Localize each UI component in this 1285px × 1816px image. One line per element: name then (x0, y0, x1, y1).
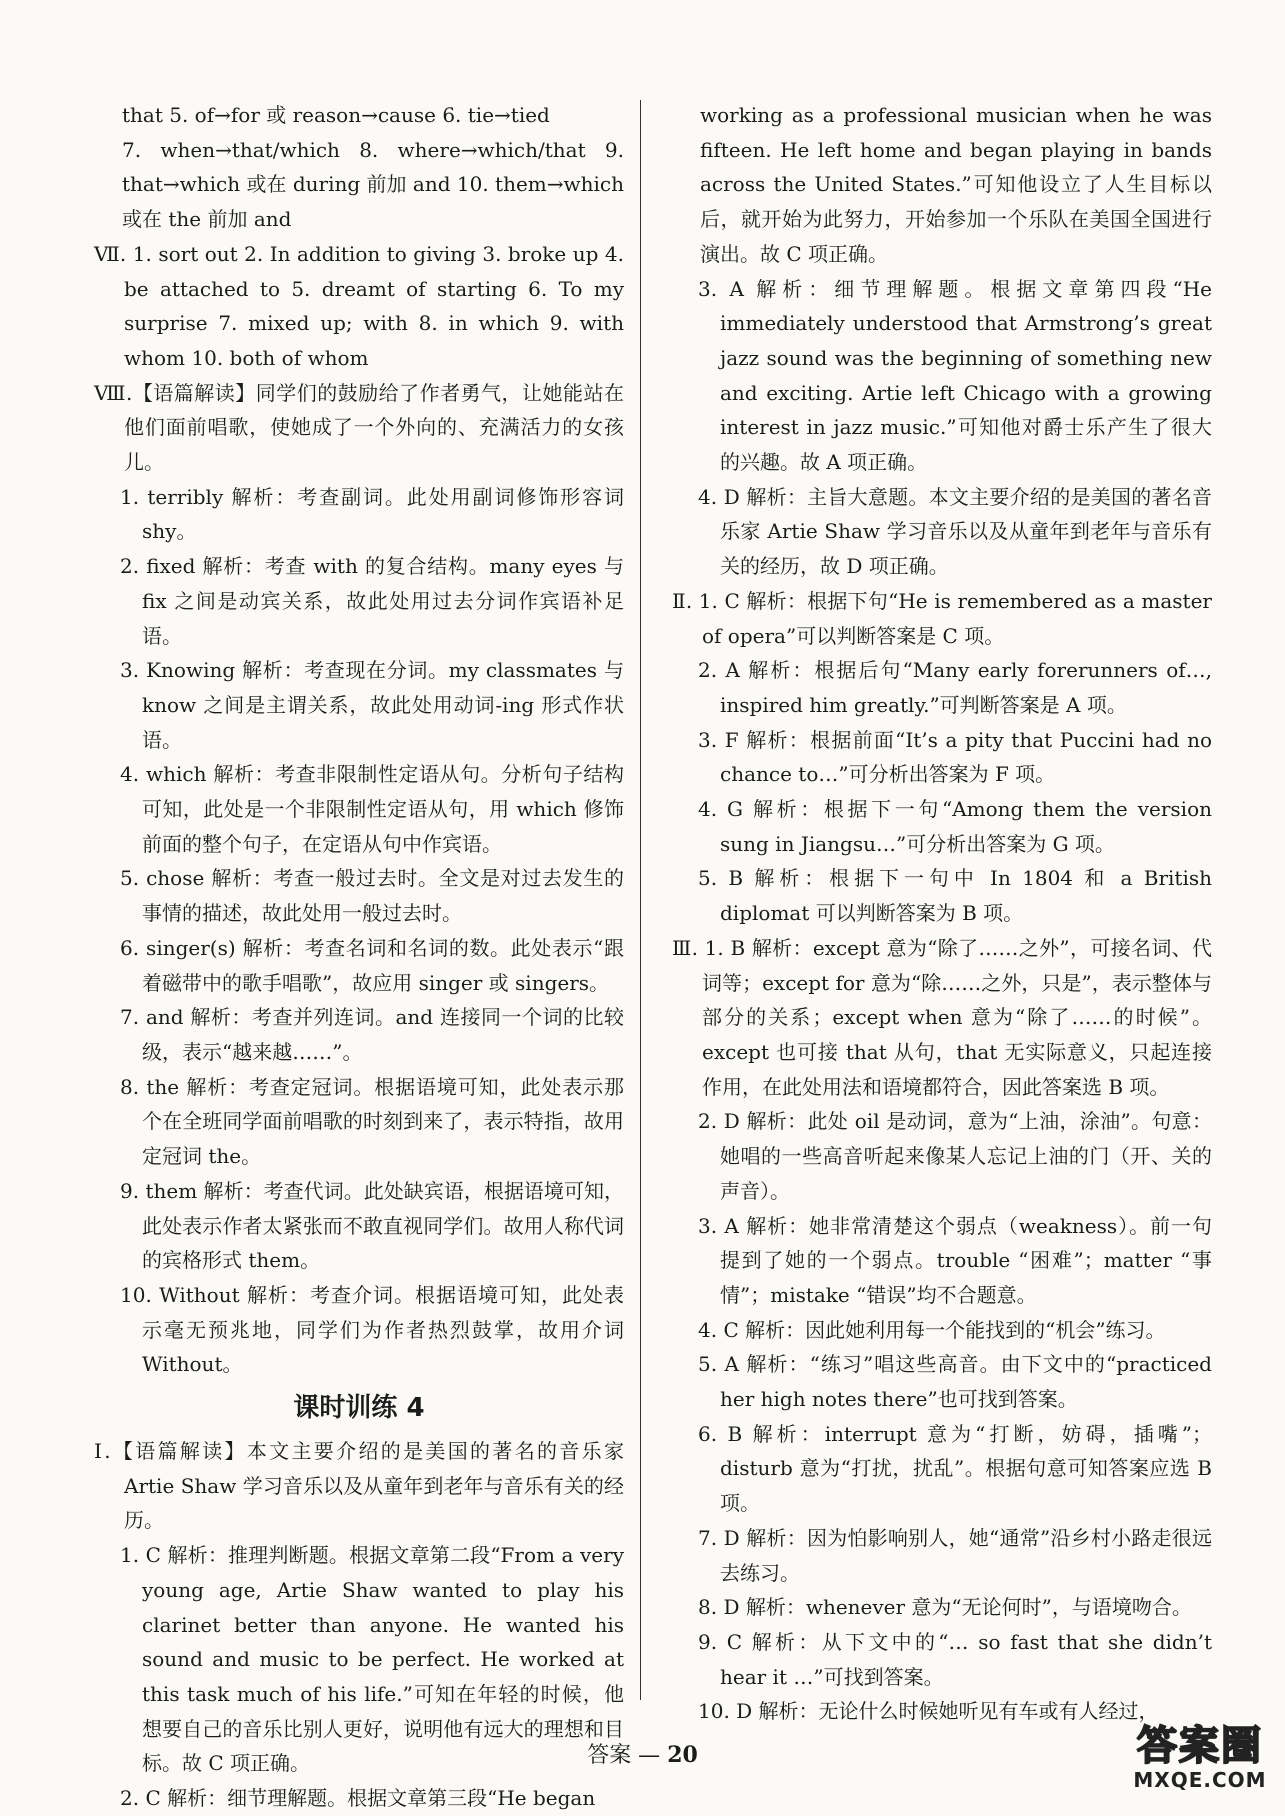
answer-paragraph: 3. A 解析：细节理解题。根据文章第四段“He immediately understood that Armstrong’s great jazz sound was the beginning of something new and exciting. Artie left Chicago with a growing interest in jazz music.”可知他对爵士乐产生了很大的兴趣。故 A 项正确。 (698, 276, 1212, 475)
page-number: 20 (667, 1742, 698, 1768)
answer-paragraph: 5. chose 解析：考查一般过去时。全文是对过去发生的事情的描述，故此处用一般过去时。 (120, 866, 624, 926)
answer-paragraph: 3. A 解析：她非常清楚这个弱点（weakness）。前一句提到了她的一个弱点。trouble “困难”；matter “事情”；mistake “错误”均不合题意。 (698, 1213, 1212, 1307)
answer-paragraph: Ⅷ.【语篇解读】同学们的鼓励给了作者勇气，让她能站在他们面前唱歌，使她成了一个外向的、充满活力的女孩儿。 (94, 380, 624, 475)
answer-paragraph: 1. terribly 解析：考查副词。此处用副词修饰形容词 shy。 (120, 484, 624, 544)
answer-paragraph: 7. and 解析：考查并列连词。and 连接同一个词的比较级，表示“越来越……”。 (120, 1005, 624, 1064)
page-footer (0, 1738, 1285, 1769)
answer-paragraph: 4. D 解析：主旨大意题。本文主要介绍的是美国的著名音乐家 Artie Shaw 学习音乐以及从童年到老年与音乐有关的经历，故 D 项正确。 (698, 484, 1212, 579)
answer-paragraph: Ⅶ. 1. sort out 2. In addition to giving 3. broke up 4. be attached to 5. dreamt of starting 6. To my surprise 7. mixed up; with 8. in which 9. with whom 10. both of whom (94, 241, 624, 370)
answer-paragraph: 3. Knowing 解析：考查现在分词。my classmates 与 know 之间是主谓关系，故此处用动词-ing 形式作状语。 (120, 658, 624, 752)
answer-paragraph: 1. C 解析：推理判断题。根据文章第二段“From a very young age, Artie Shaw wanted to play his clarinet better than anyone. He wanted his sound and music to be perfect. He worked at this task much of his life.”可知在年轻的时候，他想要自己的音乐比别人更好，说明他有远大的理想和目标。故 C 项正确。 (120, 1543, 624, 1776)
answer-paragraph: 9. C 解析：从下文中的“… so fast that she didn’t hear it …”可找到答案。 (698, 1629, 1212, 1689)
watermark-url: MXQE.COM (1133, 1768, 1267, 1792)
answer-paragraph: 4. which 解析：考查非限制性定语从句。分析句子结构可知，此处是一个非限制性定语从句，用 which 修饰前面的整个句子，在定语从句中作宾语。 (120, 762, 624, 856)
answer-paragraph: Ⅰ.【语篇解读】本文主要介绍的是美国的著名的音乐家 Artie Shaw 学习音乐以及从童年到老年与音乐有关的经历。 (94, 1439, 624, 1533)
right-column (672, 98, 1212, 1729)
answer-paragraph: 9. them 解析：考查代词。此处缺宾语，根据语境可知，此处表示作者太紧张而不敢直视同学们。故用人称代词的宾格形式 them。 (120, 1178, 624, 1273)
answer-paragraph: 6. B 解析：interrupt 意为“打断，妨碍，插嘴”；disturb 意为“打扰，扰乱”。根据句意可知答案应选 B 项。 (698, 1421, 1212, 1516)
answer-paragraph: 5. B 解析：根据下一句中 In 1804 和 a British diplomat 可以判断答案为 B 项。 (698, 866, 1212, 926)
answer-paragraph: 2. C 解析：细节理解题。根据文章第三段“He began (120, 1786, 596, 1811)
answer-paragraph: 2. fixed 解析：考查 with 的复合结构。many eyes 与 fix 之间是动宾关系，故此处用过去分词作宾语补足语。 (120, 554, 624, 648)
answer-paragraph: 10. D 解析：无论什么时候她听见有车或有人经过， (698, 1699, 1159, 1724)
answer-paragraph: 2. D 解析：此处 oil 是动词，意为“上油，涂油”。句意：她唱的一些高音听起来像某人忘记上油的门（开、关的声音）。 (698, 1109, 1212, 1203)
answer-paragraph: 2. A 解析：根据后句“Many early forerunners of…, inspired him greatly.”可判断答案是 A 项。 (698, 658, 1212, 717)
answer-paragraph: Ⅱ. 1. C 解析：根据下句“He is remembered as a master of opera”可以判断答案是 C 项。 (672, 588, 1212, 648)
answer-paragraph: 3. F 解析：根据前面“It’s a pity that Puccini had no chance to…”可分析出答案为 F 项。 (698, 727, 1212, 787)
answer-paragraph: 7. when→that/which 8. where→which/that 9. that→which 或在 during 前加 and 10. them→which 或在 the 前加 and (122, 137, 624, 232)
left-column (94, 98, 624, 1816)
answer-paragraph: 5. A 解析：“练习”唱这些高音。由下文中的“practiced her high notes there”也可找到答案。 (698, 1352, 1212, 1412)
answer-paragraph: Ⅲ. 1. B 解析：except 意为“除了……之外”，可接名词、代词等；except for 意为“除……之外，只是”，表示整体与部分的关系；except when 意为“除了……的时候”。except 也可接 that 从句，that 无实际意义，只起连接作用，在此处用法和语境都符合，因此答案选 B 项。 (672, 935, 1212, 1099)
answer-paragraph: 4. C 解析：因此她利用每一个能找到的“机会”练习。 (698, 1317, 1166, 1342)
answer-paragraph: working as a professional musician when he was fifteen. He left home and began playing in bands across the United States.”可知他设立了人生目标以后，就开始为此努力，开始参加一个乐队在美国全国进行演出。故 C 项正确。 (700, 103, 1212, 266)
footer-label: 答案 — (587, 1743, 661, 1768)
column-divider (640, 100, 641, 1700)
answer-paragraph: 6. singer(s) 解析：考查名词和名词的数。此处表示“跟着磁带中的歌手唱歌”，故应用 singer 或 singers。 (120, 935, 624, 995)
answer-paragraph: 8. D 解析：whenever 意为“无论何时”，与语境吻合。 (698, 1595, 1192, 1620)
watermark-logo (1125, 1724, 1275, 1792)
section-heading: 课时训练 4 (293, 1393, 425, 1424)
answer-paragraph: 10. Without 解析：考查介词。根据语境可知，此处表示毫无预兆地，同学们为作者热烈鼓掌，故用介词 Without。 (120, 1282, 624, 1377)
answer-paragraph: 4. G 解析：根据下一句“Among them the version sung in Jiangsu…”可分析出答案为 G 项。 (698, 797, 1212, 856)
answer-paragraph: that 5. of→for 或 reason→cause 6. tie→tied (122, 103, 550, 127)
watermark-text: 答案圈 (1137, 1723, 1263, 1769)
answer-paragraph: 8. the 解析：考查定冠词。根据语境可知，此处表示那个在全班同学面前唱歌的时刻到来了，表示特指，故用定冠词 the。 (120, 1074, 624, 1169)
answer-paragraph: 7. D 解析：因为怕影响别人，她“通常”沿乡村小路走很远去练习。 (698, 1525, 1212, 1585)
